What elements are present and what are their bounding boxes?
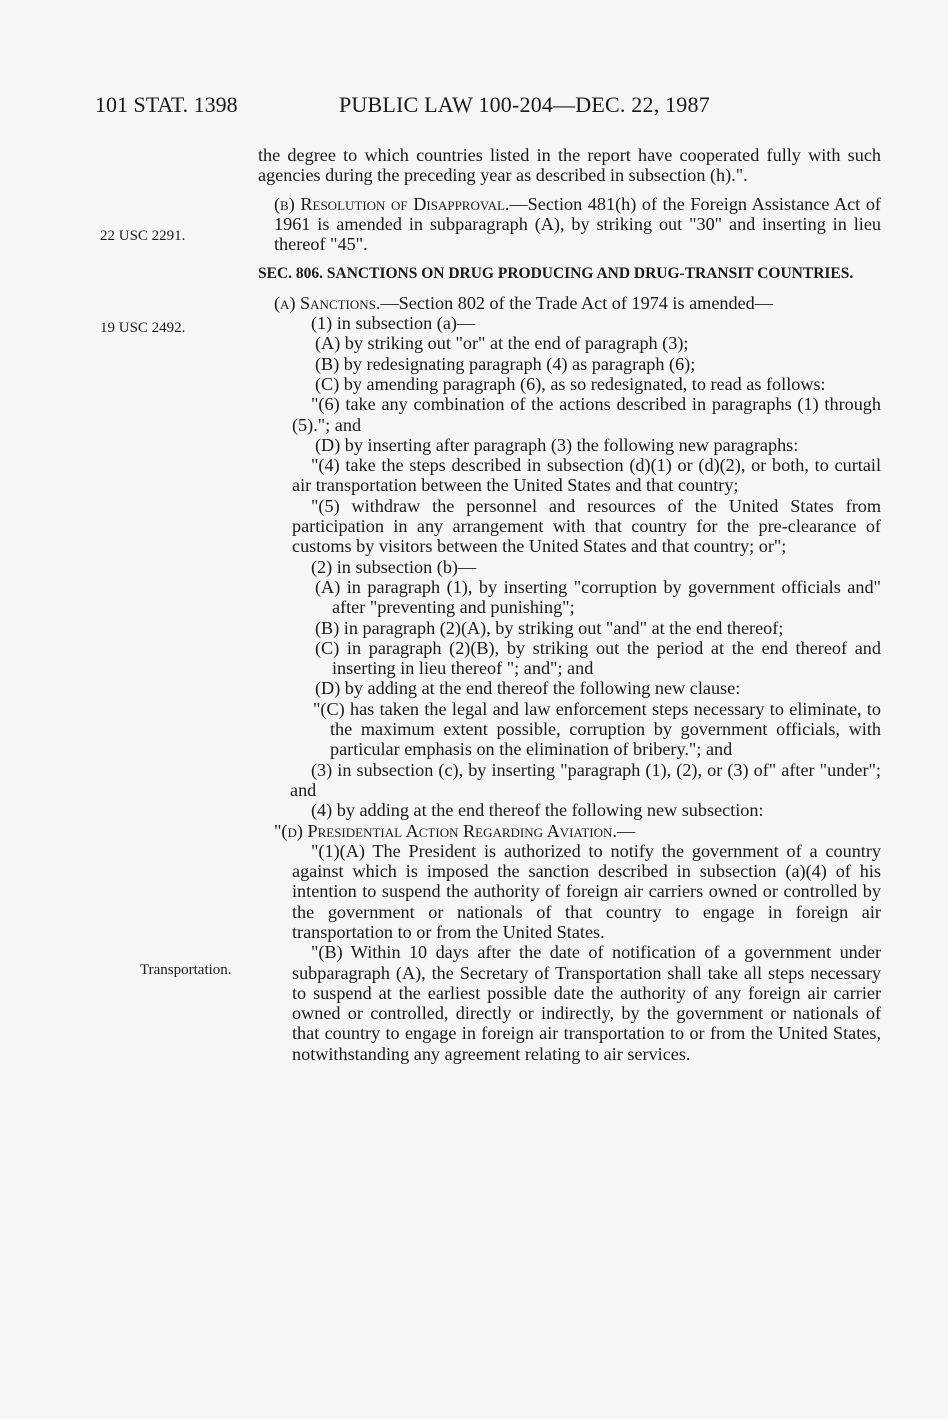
para-a3: (3) in subsection (c), by inserting "paragraph (1), (2), or (3) of" after "under"; and [290,759,881,800]
margin-note-19usc2492: 19 USC 2492. [100,320,186,336]
margin-note-22usc2291: 22 USC 2291. [100,228,186,244]
quoted-para-d1B: "(B) Within 10 days after the date of notification of a government under subparagraph (A), the Secretary of Transportation shall take all steps necessary to suspend at the earliest possible date the authority of any foreign air carrier owned or controlled, directly or indirectly, by the government or nationals of that country to engage in foreign air transportation to or from the United States, notwithstanding any agreement relating to air services. [292,942,881,1064]
para-a2B: (B) in paragraph (2)(A), by striking out "and" at the end thereof; [315,617,784,638]
quoted-clause-C: "(C) has taken the legal and law enforcement steps necessary to eliminate, to the maximum extent possible, corruption by government officials, with particular emphasis on the elimination of bribery."; and [313,698,881,760]
para-a2: (2) in subsection (b)— [311,556,477,577]
subsection-a [258,293,881,313]
subsection-d-heading: "(d) Presidential Action Regarding Aviation. [274,820,617,841]
quoted-para-5: "(5) withdraw the personnel and resources of the United States from participation in any arrangement with that country for the pre-clearance of customs by visitors between the United States and that country; or"; [292,495,881,557]
para-a2D: (D) by adding at the end thereof the following new clause: [315,678,741,699]
law-title: PUBLIC LAW 100-204—DEC. 22, 1987 [339,92,710,117]
margin-note-transportation: Transportation. [140,962,232,978]
subsection-b [258,194,881,255]
para-a2A: (A) in paragraph (1), by inserting "corruption by government officials and" after "preventing and punishing"; [315,576,881,618]
quoted-subsection-d [258,821,881,841]
paragraph-continuation: the degree to which countries listed in the report have cooperated fully with such agencies during the preceding year as described in subsection (h).". [258,145,881,186]
para-a2C: (C) in paragraph (2)(B), by striking out the period at the end thereof and inserting in lieu thereof "; and"; and [315,637,881,679]
subsection-a-text: —Section 802 of the Trade Act of 1974 is amended— [380,292,773,313]
para-a1B: (B) by redesignating paragraph (4) as paragraph (6); [315,353,696,374]
section-806-heading: SEC. 806. SANCTIONS ON DRUG PRODUCING AND DRUG-TRANSIT COUNTRIES. [258,265,854,283]
quoted-para-4: "(4) take the steps described in subsection (d)(1) or (d)(2), or both, to curtail air transportation between the United States and that country; [292,455,881,496]
para-a1A: (A) by striking out "or" at the end of paragraph (3); [315,333,689,354]
subsection-b-heading: (b) Resolution of Disapproval. [274,193,510,214]
subsection-b-text: —Section 481(h) of the Foreign Assistance Act of 1961 is amended in subparagraph (A), by striking out "30" and inserting in lieu thereof "45". [274,193,881,255]
para-a4: (4) by adding at the end thereof the following new subsection: [311,800,764,821]
subsection-a-heading: (a) Sanctions. [274,292,381,313]
quoted-para-6: "(6) take any combination of the actions described in paragraphs (1) through (5)."; and [292,394,881,435]
subsection-d-dash: — [616,820,636,841]
para-a1: (1) in subsection (a)— [311,313,476,334]
body-text [258,145,881,1064]
para-a1C: (C) by amending paragraph (6), as so redesignated, to read as follows: [315,373,826,394]
page-number: 101 STAT. 1398 [95,92,238,117]
para-a1D: (D) by inserting after paragraph (3) the following new paragraphs: [315,434,799,455]
quoted-para-d1A: "(1)(A) The President is authorized to notify the government of a country against which is imposed the sanction described in subsection (a)(4) of his intention to suspend the authority of foreign air carriers owned or controlled by the government or nationals of that country to engage in foreign air transportation to or from the United States. [292,840,881,942]
